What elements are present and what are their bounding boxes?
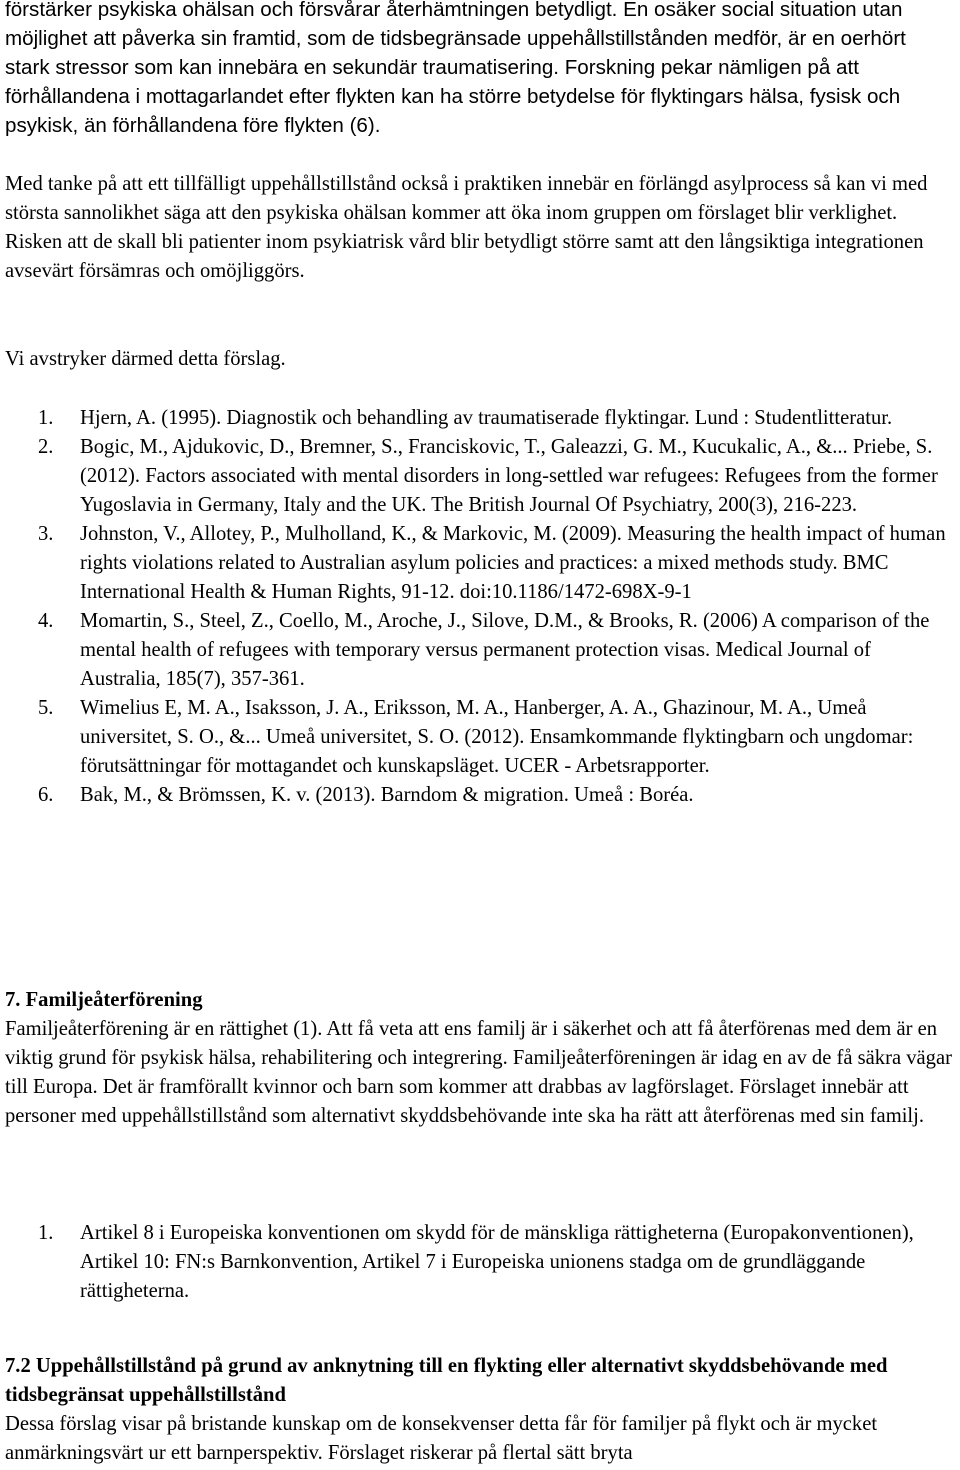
section-72-paragraph: Dessa förslag visar på bristande kunskap om de konsekvenser detta får för familjer på flykt och är mycket anmärkningsvärt ur ett barnperspektiv. Förslaget riskerar på flertal sätt bryta [5, 1413, 878, 1464]
reference-number: 6. [38, 784, 54, 806]
reference-number: 2. [38, 436, 54, 458]
reference-text: Johnston, V., Allotey, P., Mulholland, K., & Markovic, M. (2009). Measuring the health impact of human rights violations related to Australian asylum policies and practices: a mixed methods study. BMC International Health & Human Rights, 91-12. doi:10.1186/1472-698X-9-1 [80, 523, 946, 603]
reference-item [5, 607, 955, 694]
reference-item [5, 520, 955, 607]
reference-number: 5. [38, 697, 54, 719]
reference-number: 3. [38, 523, 54, 545]
reference-text: Artikel 8 i Europeiska konventionen om skydd för de mänskliga rättigheterna (Europakonventionen), Artikel 10: FN:s Barnkonvention, Artikel 7 i Europeiska unionens stadga om de grundläggande rättigheterna. [80, 1222, 914, 1302]
reference-number: 4. [38, 610, 54, 632]
section-heading-familjeaterforening: 7. Familjeåterförening [5, 989, 203, 1011]
reference-text: Bak, M., & Brömssen, K. v. (2013). Barndom & migration. Umeå : Boréa. [80, 784, 694, 806]
reference-item [5, 781, 955, 810]
reference-item [5, 433, 955, 520]
paragraph-2: Med tanke på att ett tillfälligt uppehållstillstånd också i praktiken innebär en förlängd asylprocess så kan vi med största sannolikhet säga att den psykiska ohälsan kommer att öka inom gruppen om förslaget blir verklighet. Risken att de skall bli patienter inom psykiatrisk vård blir betydligt större samt att den långsiktiga integrationen avsevärt försämras och omöjliggörs. [5, 173, 928, 282]
reference-number: 1. [38, 407, 54, 429]
paragraph-3: Vi avstryker därmed detta förslag. [5, 348, 286, 370]
reference-text: Momartin, S., Steel, Z., Coello, M., Aroche, J., Silove, D.M., & Brooks, R. (2006) A comparison of the mental health of refugees with temporary versus permanent protection visas. Medical Journal of Australia, 185(7), 357-361. [80, 610, 930, 690]
reference-item [5, 404, 955, 433]
reference-text: Bogic, M., Ajdukovic, D., Bremner, S., Franciskovic, T., Galeazzi, G. M., Kucukalic, A., &... Priebe, S. (2012). Factors associated with mental disorders in long-settled war refugees: Refugees from the former Yugoslavia in Germany, Italy and the UK. The British Journal Of Psychiatry, 200(3), 216-223. [80, 436, 938, 516]
reference-list-1 [5, 404, 955, 810]
section-7-paragraph: Familjeåterförening är en rättighet (1). Att få veta att ens familj är i säkerhet och att få återförenas med dem är en viktig grund för psykisk hälsa, rehabilitering och integrering. Familjeåterföreningen är idag en av de få säkra vägar till Europa. Det är framförallt kvinnor och barn som kommer att drabbas av lagförslaget. Förslaget innebär att personer med uppehållstillstånd som alternativt skyddsbehövande inte ska ha rätt att återförenas med sin familj. [5, 1018, 952, 1127]
paragraph-1: förstärker psykiska ohälsan och försvårar återhämtningen betydligt. En osäker social situation utan möjlighet att påverka sin framtid, som de tidsbegränsade uppehållstillstånden medför, är en oerhört stark stressor som kan innebära en sekundär traumatisering. Forskning pekar nämligen på att förhållandena i mottagarlandet efter flykten kan ha större betydelse för flyktingars hälsa, fysisk och psykisk, än förhållandena före flykten (6). [5, 0, 906, 137]
reference-item [5, 1219, 955, 1306]
section-heading-uppehallstillstand: 7.2 Uppehållstillstånd på grund av anknytning till en flykting eller alternativt skyddsbehövande med tidsbegränsat uppehållstillstånd [5, 1355, 888, 1406]
reference-list-2 [5, 1219, 955, 1306]
reference-number: 1. [38, 1222, 54, 1244]
reference-text: Hjern, A. (1995). Diagnostik och behandling av traumatiserade flyktingar. Lund : Studentlitteratur. [80, 407, 893, 429]
reference-text: Wimelius E, M. A., Isaksson, J. A., Eriksson, M. A., Hanberger, A. A., Ghazinour, M. A., Umeå universitet, S. O., &... Umeå universitet, S. O. (2012). Ensamkommande flyktingbarn och ungdomar: förutsättningar för mottagandet och kunskapsläget. UCER - Arbetsrapporter. [80, 697, 914, 777]
reference-item [5, 694, 955, 781]
